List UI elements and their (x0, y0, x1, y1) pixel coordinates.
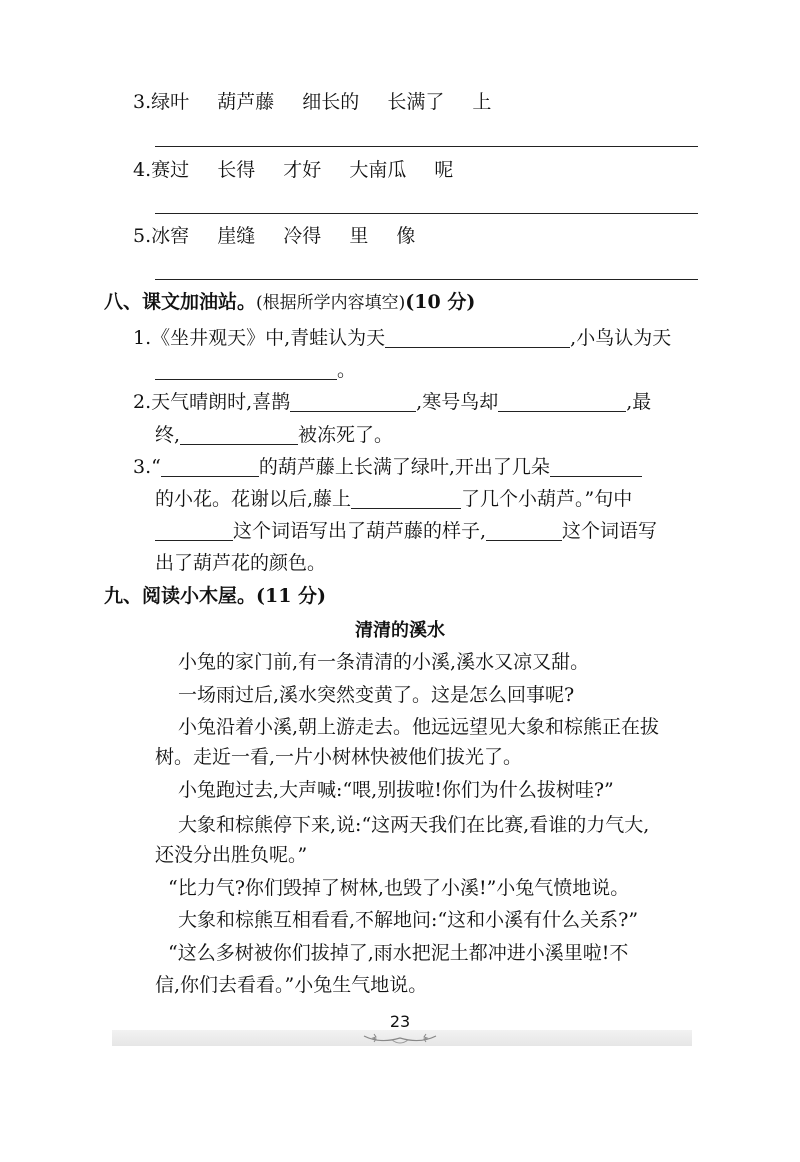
story-paragraph: 一场雨过后,溪水突然变黄了。这是怎么回事呢? (178, 684, 575, 706)
story-paragraph: 还没分出胜负呢。” (155, 844, 308, 866)
q8-item-1 (133, 324, 800, 352)
q7-item-5 (133, 222, 800, 250)
story-title: 清清的溪水 (355, 620, 445, 641)
answer-line[interactable] (155, 146, 698, 147)
word-card: 崖缝 (217, 225, 256, 247)
word-card: 大南瓜 (349, 159, 407, 181)
story-paragraph: 小兔沿着小溪,朝上游走去。他远远望见大象和棕熊正在拔 (178, 716, 660, 738)
story-paragraph: 小兔的家门前,有一条清清的小溪,溪水又凉又甜。 (178, 651, 590, 673)
fill-blank[interactable] (351, 488, 461, 509)
story-paragraph: 大象和棕熊互相看看,不解地问:“这和小溪有什么关系?” (178, 909, 639, 931)
answer-line[interactable] (155, 213, 698, 214)
q7-item-4 (133, 156, 800, 184)
word-card: 葫芦藤 (217, 91, 275, 113)
item-number: 4. (133, 159, 152, 181)
section-heading: 九、阅读小木屋。 (104, 585, 257, 607)
word-card: 才好 (283, 159, 322, 181)
question-text: 3.“ (133, 456, 161, 478)
fill-blank[interactable] (155, 520, 233, 541)
q8-item-2-cont (155, 421, 800, 449)
word-card: 上 (472, 91, 492, 113)
fill-blank[interactable] (486, 520, 562, 541)
fill-blank[interactable] (550, 456, 642, 477)
word-card: 绿叶 (151, 91, 190, 113)
item-number: 5. (133, 225, 152, 247)
q9-heading (104, 582, 800, 610)
question-text: 的葫芦藤上长满了绿叶,开出了几朵 (258, 456, 550, 478)
fill-blank[interactable] (161, 456, 259, 477)
fill-blank[interactable] (385, 327, 570, 348)
question-text: ,寒号鸟却 (416, 391, 499, 413)
q8-heading (104, 288, 800, 317)
story-paragraph: 小兔跑过去,大声喊:“喂,别拔啦!你们为什么拔树哇?” (178, 779, 614, 801)
word-card: 呢 (434, 159, 454, 181)
question-text: 了几个小葫芦。”句中 (461, 488, 633, 510)
story-paragraph: 大象和棕熊停下来,说:“这两天我们在比赛,看谁的力气大, (178, 814, 650, 836)
section-heading: 八、课文加油站。 (104, 291, 257, 313)
story-paragraph: 树。走近一看,一片小树林快被他们拔光了。 (155, 746, 523, 768)
question-text: 被冻死了。 (298, 424, 394, 446)
question-text: ,小鸟认为天 (570, 327, 672, 349)
word-card: 里 (349, 225, 369, 247)
q8-item-2 (133, 388, 800, 416)
question-text: ,最 (626, 391, 652, 413)
word-card: 冷得 (283, 225, 322, 247)
footer-ornament-icon (360, 1030, 440, 1046)
question-text: 终, (155, 424, 181, 446)
story-paragraph: “比力气?你们毁掉了树林,也毁了小溪!”小兔气愤地说。 (168, 877, 630, 899)
q8-item-3 (133, 453, 800, 481)
q8-item-3-line-2 (155, 485, 800, 513)
question-text: 1.《坐井观天》中,青蛙认为天 (133, 327, 386, 349)
section-note: (根据所学内容填空) (256, 293, 406, 313)
word-card: 像 (396, 225, 416, 247)
question-text: 这个词语写 (562, 520, 658, 542)
item-number: 3. (133, 91, 152, 113)
question-text: 出了葫芦花的颜色。 (155, 552, 327, 574)
fill-blank[interactable] (498, 391, 626, 412)
q8-item-3-line-4 (155, 549, 800, 577)
section-score: (11 分) (256, 585, 327, 607)
q8-item-1-cont (155, 356, 800, 384)
q7-item-3 (133, 88, 800, 116)
word-card: 长得 (217, 159, 256, 181)
story-paragraph: “这么多树被你们拔掉了,雨水把泥土都冲进小溪里啦!不 (168, 942, 629, 964)
word-card: 长满了 (387, 91, 445, 113)
story-paragraph: 信,你们去看看。”小兔生气地说。 (155, 974, 428, 996)
fill-blank[interactable] (180, 424, 298, 445)
fill-blank[interactable] (290, 391, 416, 412)
q8-item-3-line-3 (155, 517, 800, 545)
question-text: 。 (337, 359, 357, 381)
section-score: (10 分) (405, 291, 476, 313)
word-card: 细长的 (302, 91, 360, 113)
answer-line[interactable] (155, 279, 698, 280)
fill-blank[interactable] (155, 359, 337, 380)
word-card: 冰窖 (151, 225, 190, 247)
question-text: 这个词语写出了葫芦藤的样子, (233, 520, 487, 542)
page-number: 23 (389, 1012, 411, 1031)
word-card: 赛过 (151, 159, 190, 181)
question-text: 的小花。花谢以后,藤上 (155, 488, 352, 510)
question-text: 2.天气晴朗时,喜鹊 (133, 391, 291, 413)
